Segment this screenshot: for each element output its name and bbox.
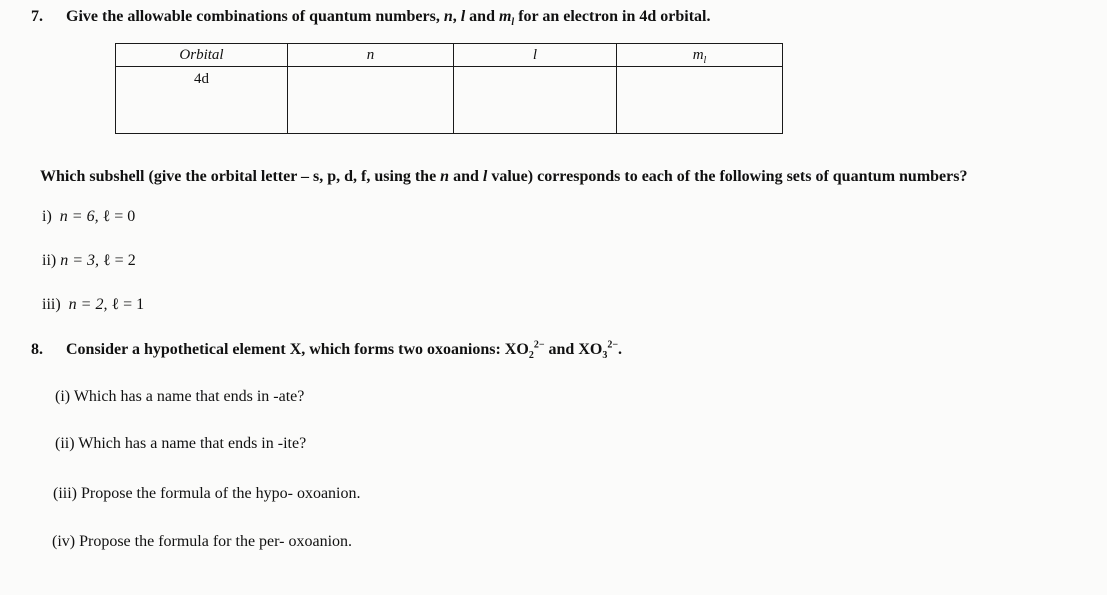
subshell-item: i) n = 6, ℓ = 0 (42, 208, 136, 225)
subshell-question: Which subshell (give the orbital letter – s, p, d, f, using the n and l value) corresponds to each of the following sets of quantum numbers? (40, 168, 968, 185)
cell-n-answer[interactable] (288, 67, 454, 134)
header-l: l (454, 44, 617, 67)
header-orbital: Orbital (116, 44, 288, 67)
question-8-part-iii: (iii) Propose the formula of the hypo- oxoanion. (53, 485, 361, 502)
subshell-item: ii) n = 3, ℓ = 2 (42, 252, 136, 269)
question-8-part-iv: (iv) Propose the formula for the per- oxoanion. (52, 533, 353, 550)
cell-orbital: 4d (116, 67, 288, 134)
table-header-row (116, 44, 783, 67)
question-8-text: Consider a hypothetical element X, which forms two oxoanions: $XO_2^{2-}$ and $XO_3^{2-}$. (66, 339, 623, 362)
question-7-number: 7. (31, 8, 43, 25)
question-8-number: 8. (31, 341, 43, 358)
question-8-part-ii: (ii) Which has a name that ends in -ite? (55, 435, 307, 452)
cell-l-answer[interactable] (454, 67, 617, 134)
subshell-item: iii) n = 2, ℓ = 1 (42, 296, 145, 313)
question-8-part-i: (i) Which has a name that ends in -ate? (55, 388, 305, 405)
quantum-numbers-table (115, 43, 783, 134)
header-ml: $m_l$ (617, 44, 783, 67)
header-n: n (288, 44, 454, 67)
table-row (116, 67, 783, 134)
cell-ml-answer[interactable] (617, 67, 783, 134)
question-7-text: Give the allowable combinations of quantum numbers, n, l and $m_l$ for an electron in 4d orbital. (66, 8, 711, 29)
